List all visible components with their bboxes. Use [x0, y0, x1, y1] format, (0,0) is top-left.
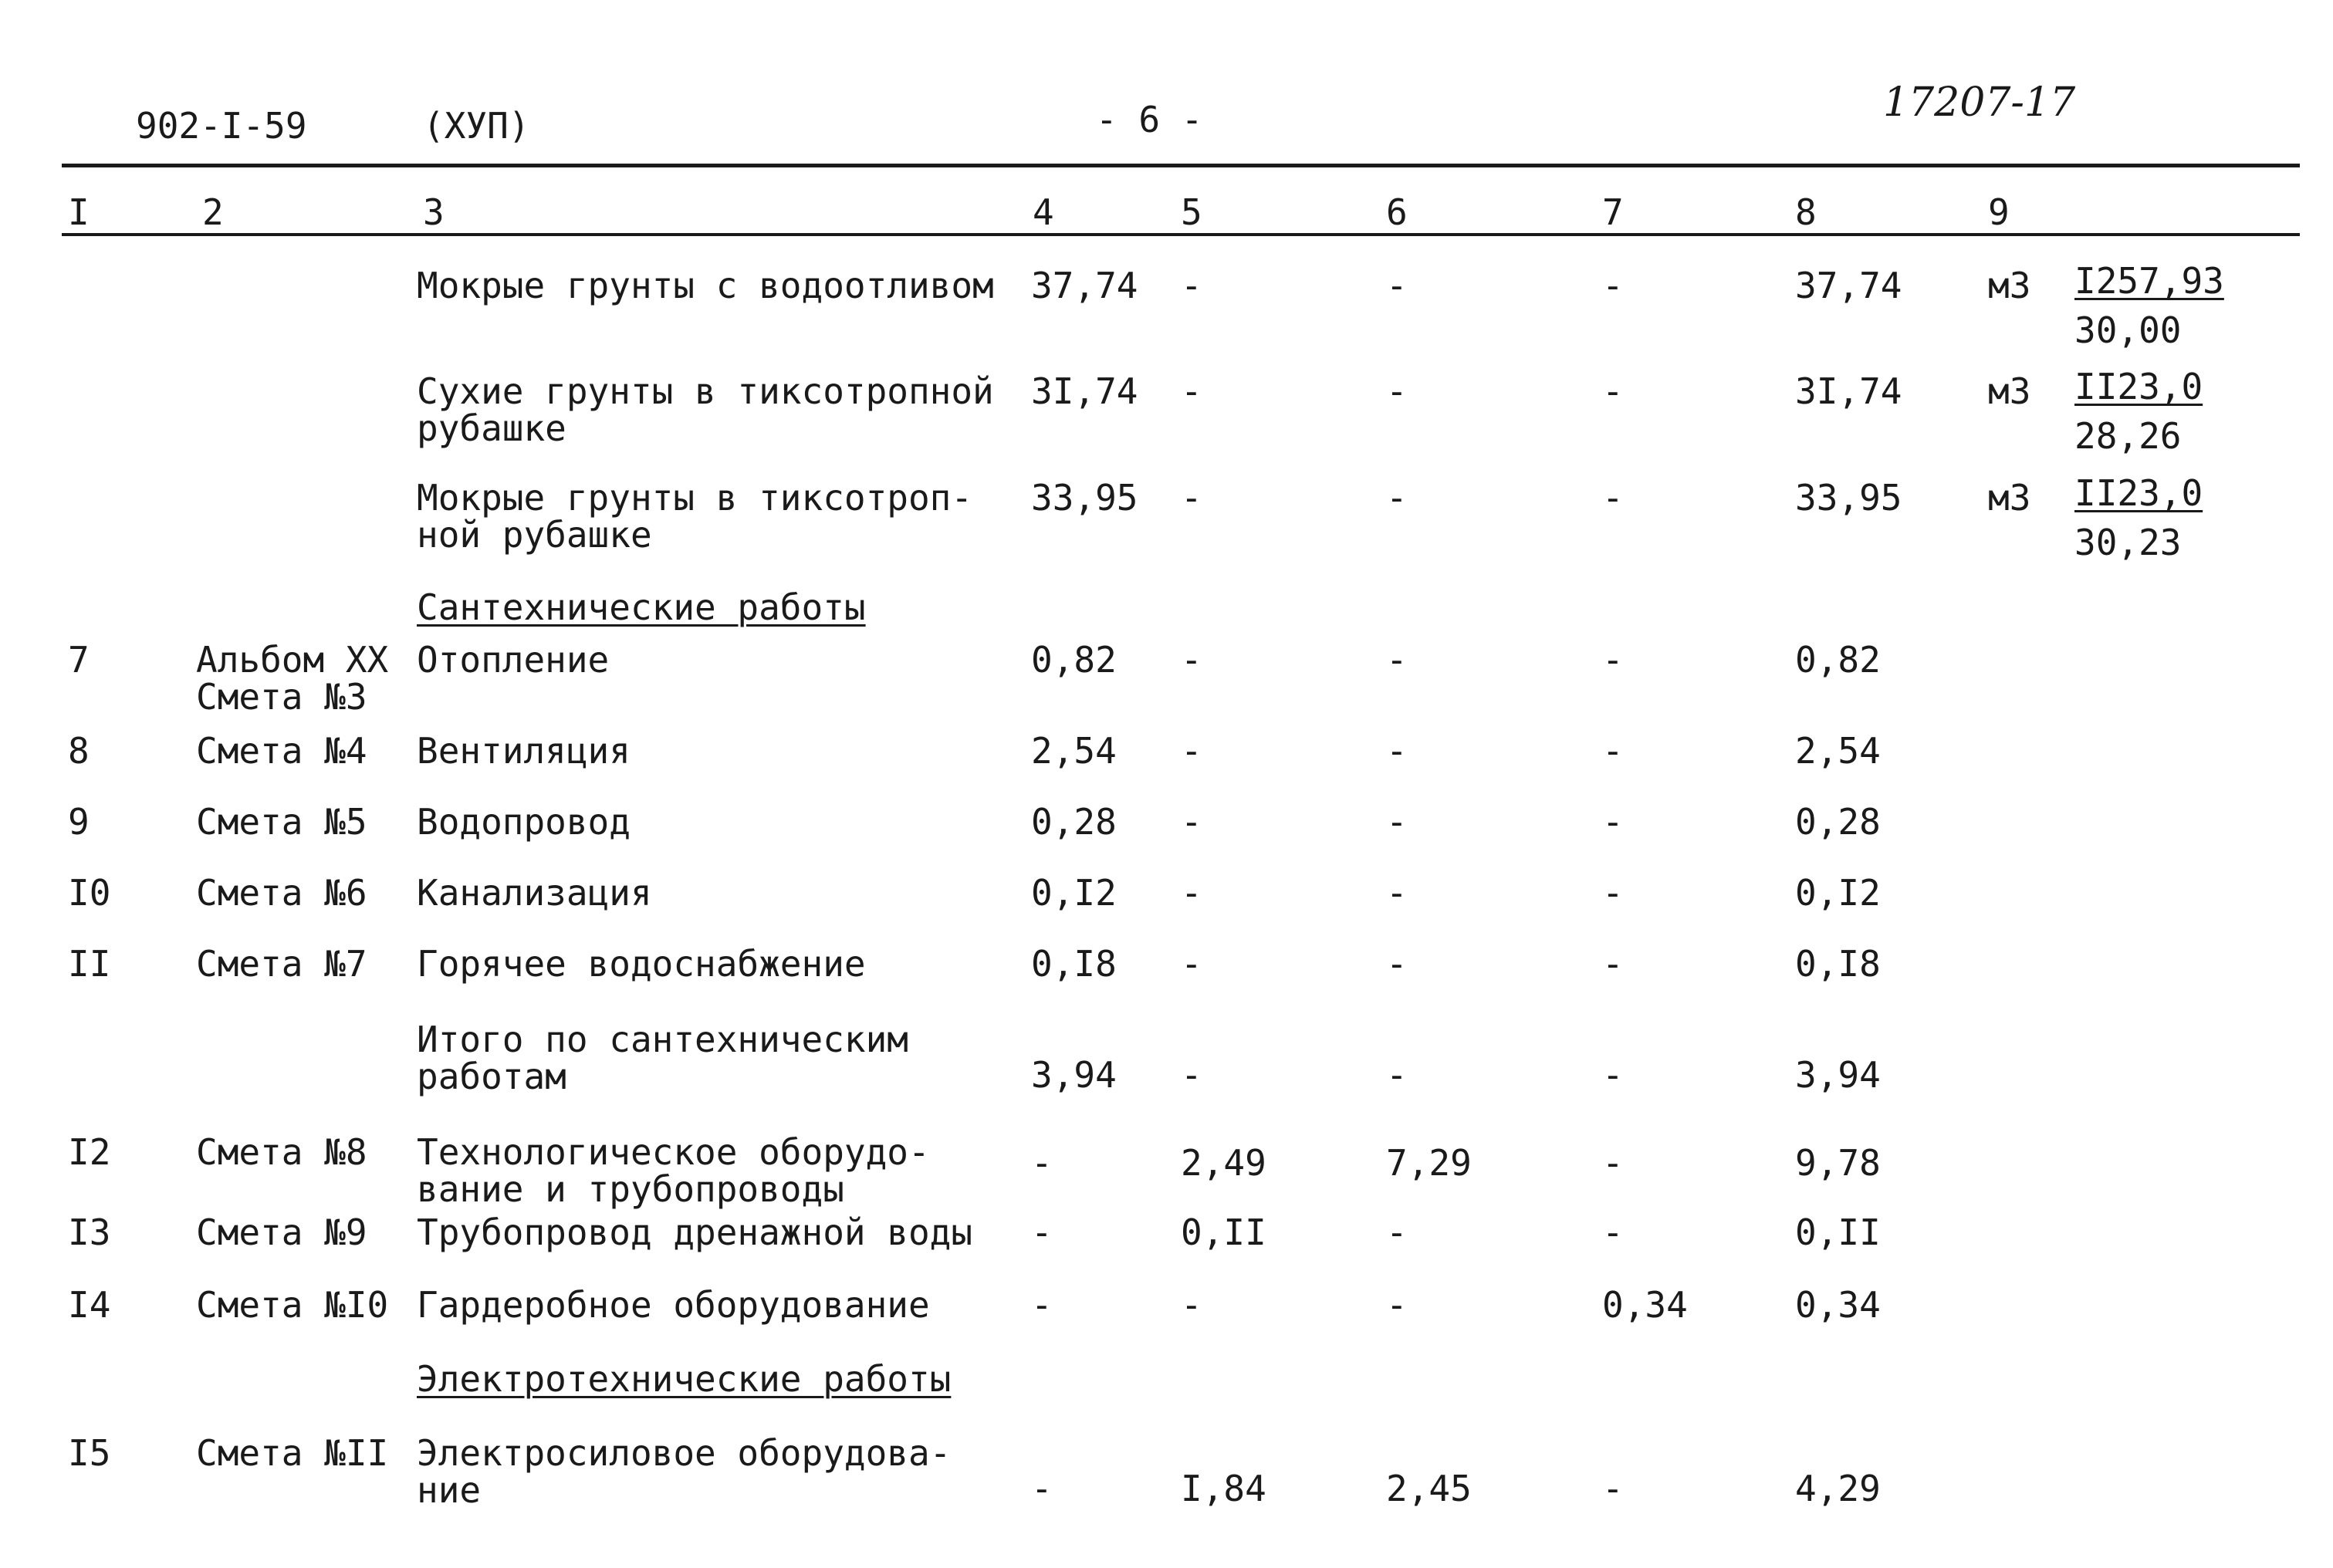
- document-code: 902-I-59: [136, 105, 307, 147]
- cell-col6: 2,45: [1386, 1468, 1472, 1509]
- cell-col4: 37,74: [1031, 265, 1138, 306]
- cell-col4: 0,I8: [1031, 943, 1117, 985]
- column-header-3: 3: [423, 191, 445, 233]
- work-name: Мокрые грунты с водоотливом: [417, 265, 994, 306]
- work-name-line2: вание и трубопроводы: [417, 1168, 844, 1210]
- row-number: 9: [68, 801, 90, 843]
- sheet-number: 17207-17: [1883, 79, 2076, 126]
- work-name-line2: ной рубашке: [417, 514, 652, 556]
- cell-col8: 3,94: [1795, 1054, 1881, 1096]
- cell-col5: 0,II: [1181, 1211, 1266, 1253]
- cell-col6: -: [1386, 1284, 1408, 1326]
- work-name: Водопровод: [417, 801, 631, 843]
- column-header-4: 4: [1033, 191, 1054, 233]
- estimate-reference: Смета №4: [196, 730, 367, 772]
- section-heading: Электротехнические работы: [417, 1358, 952, 1400]
- cell-col7: -: [1602, 1468, 1624, 1509]
- work-name: Канализация: [417, 872, 652, 914]
- cell-col8: 3I,74: [1795, 370, 1902, 412]
- volume-denominator: 30,23: [2074, 522, 2182, 563]
- estimate-reference: Смета №9: [196, 1211, 367, 1253]
- cell-col5: -: [1181, 639, 1202, 681]
- column-header-1: I: [68, 191, 90, 233]
- cell-col6: -: [1386, 370, 1408, 412]
- estimate-reference-line2: Смета №3: [196, 676, 367, 718]
- cell-col7: 0,34: [1602, 1284, 1688, 1326]
- estimate-reference: Смета №8: [196, 1131, 367, 1173]
- column-header-2: 2: [202, 191, 224, 233]
- cell-col6: -: [1386, 872, 1408, 914]
- row-number: I2: [68, 1131, 111, 1173]
- cell-col8: 9,78: [1795, 1142, 1881, 1184]
- cell-col8: 37,74: [1795, 265, 1902, 306]
- cell-col5: -: [1181, 477, 1202, 519]
- cell-col6: -: [1386, 801, 1408, 843]
- cell-col7: -: [1602, 730, 1624, 772]
- cell-col6: -: [1386, 1211, 1408, 1253]
- cell-col7: -: [1602, 639, 1624, 681]
- cell-col5: -: [1181, 943, 1202, 985]
- column-header-7: 7: [1602, 191, 1624, 233]
- cell-col6: -: [1386, 730, 1408, 772]
- cell-col7: -: [1602, 872, 1624, 914]
- cell-col7: -: [1602, 801, 1624, 843]
- volume-denominator: 28,26: [2074, 415, 2182, 457]
- unit-label: м3: [1988, 477, 2031, 519]
- column-header-6: 6: [1386, 191, 1408, 233]
- row-number: I3: [68, 1211, 111, 1253]
- cell-col4: 3,94: [1031, 1054, 1117, 1096]
- estimate-reference: Смета №7: [196, 943, 367, 985]
- cell-col7: -: [1602, 1142, 1624, 1184]
- work-name: Отопление: [417, 639, 610, 681]
- cell-col5: -: [1181, 265, 1202, 306]
- cell-col4: -: [1031, 1468, 1053, 1509]
- estimate-reference: Смета №5: [196, 801, 367, 843]
- estimate-reference: Альбом XX: [196, 639, 389, 681]
- cell-col6: -: [1386, 1054, 1408, 1096]
- row-number: II: [68, 943, 111, 985]
- cell-col6: -: [1386, 477, 1408, 519]
- cell-col8: 2,54: [1795, 730, 1881, 772]
- cell-col4: -: [1031, 1284, 1053, 1326]
- cell-col4: 0,28: [1031, 801, 1117, 843]
- work-name: Сухие грунты в тиксотропной: [417, 370, 994, 412]
- cell-col5: -: [1181, 1284, 1202, 1326]
- cell-col7: -: [1602, 477, 1624, 519]
- cell-col4: 2,54: [1031, 730, 1117, 772]
- cell-col4: 3I,74: [1031, 370, 1138, 412]
- header-top-rule: [62, 164, 2300, 167]
- cell-col5: -: [1181, 801, 1202, 843]
- work-name: Технологическое оборудо-: [417, 1131, 930, 1173]
- work-name: Мокрые грунты в тиксотроп-: [417, 477, 973, 519]
- page-number: - 6 -: [1096, 99, 1203, 140]
- cell-col4: 0,82: [1031, 639, 1117, 681]
- unit-label: м3: [1988, 370, 2031, 412]
- cell-col6: -: [1386, 265, 1408, 306]
- work-name: Вентиляция: [417, 730, 631, 772]
- cell-col8: 0,34: [1795, 1284, 1881, 1326]
- section-heading: Сантехнические работы: [417, 586, 866, 628]
- volume-numerator: I257,93: [2074, 260, 2224, 302]
- row-number: I4: [68, 1284, 111, 1326]
- work-name: Итого по сантехническим: [417, 1019, 908, 1060]
- row-number: I0: [68, 872, 111, 914]
- cell-col8: 0,28: [1795, 801, 1881, 843]
- row-number: 7: [68, 639, 90, 681]
- cell-col5: -: [1181, 872, 1202, 914]
- row-number: 8: [68, 730, 90, 772]
- estimate-reference: Смета №II: [196, 1432, 389, 1474]
- cell-col7: -: [1602, 265, 1624, 306]
- cell-col8: 4,29: [1795, 1468, 1881, 1509]
- cell-col4: -: [1031, 1142, 1053, 1184]
- work-name-line2: рубашке: [417, 407, 566, 449]
- work-name-line2: работам: [417, 1056, 566, 1097]
- estimate-reference: Смета №I0: [196, 1284, 389, 1326]
- cell-col7: -: [1602, 1211, 1624, 1253]
- cell-col5: I,84: [1181, 1468, 1266, 1509]
- cell-col8: 0,82: [1795, 639, 1881, 681]
- cell-col8: 33,95: [1795, 477, 1902, 519]
- cell-col6: -: [1386, 639, 1408, 681]
- column-header-9: 9: [1988, 191, 2010, 233]
- cell-col7: -: [1602, 1054, 1624, 1096]
- cell-col5: 2,49: [1181, 1142, 1266, 1184]
- work-name: Трубопровод дренажной воды: [417, 1211, 973, 1253]
- cell-col4: -: [1031, 1211, 1053, 1253]
- cell-col5: -: [1181, 730, 1202, 772]
- row-number: I5: [68, 1432, 111, 1474]
- cell-col7: -: [1602, 370, 1624, 412]
- volume-denominator: 30,00: [2074, 309, 2182, 351]
- cell-col5: -: [1181, 1054, 1202, 1096]
- volume-numerator: II23,0: [2074, 366, 2203, 407]
- volume-numerator: II23,0: [2074, 472, 2203, 514]
- work-name: Гардеробное оборудование: [417, 1284, 930, 1326]
- cell-col8: 0,II: [1795, 1211, 1881, 1253]
- cell-col5: -: [1181, 370, 1202, 412]
- column-header-5: 5: [1181, 191, 1202, 233]
- cell-col6: -: [1386, 943, 1408, 985]
- header-bottom-rule: [62, 233, 2300, 236]
- cell-col6: 7,29: [1386, 1142, 1472, 1184]
- estimate-reference: Смета №6: [196, 872, 367, 914]
- work-name: Электросиловое оборудова-: [417, 1432, 952, 1474]
- column-header-8: 8: [1795, 191, 1817, 233]
- unit-label: м3: [1988, 265, 2031, 306]
- album-number: (ХУП): [423, 105, 530, 147]
- cell-col8: 0,I2: [1795, 872, 1881, 914]
- cell-col4: 0,I2: [1031, 872, 1117, 914]
- work-name-line2: ние: [417, 1469, 482, 1511]
- work-name: Горячее водоснабжение: [417, 943, 866, 985]
- cell-col8: 0,I8: [1795, 943, 1881, 985]
- cell-col4: 33,95: [1031, 477, 1138, 519]
- cell-col7: -: [1602, 943, 1624, 985]
